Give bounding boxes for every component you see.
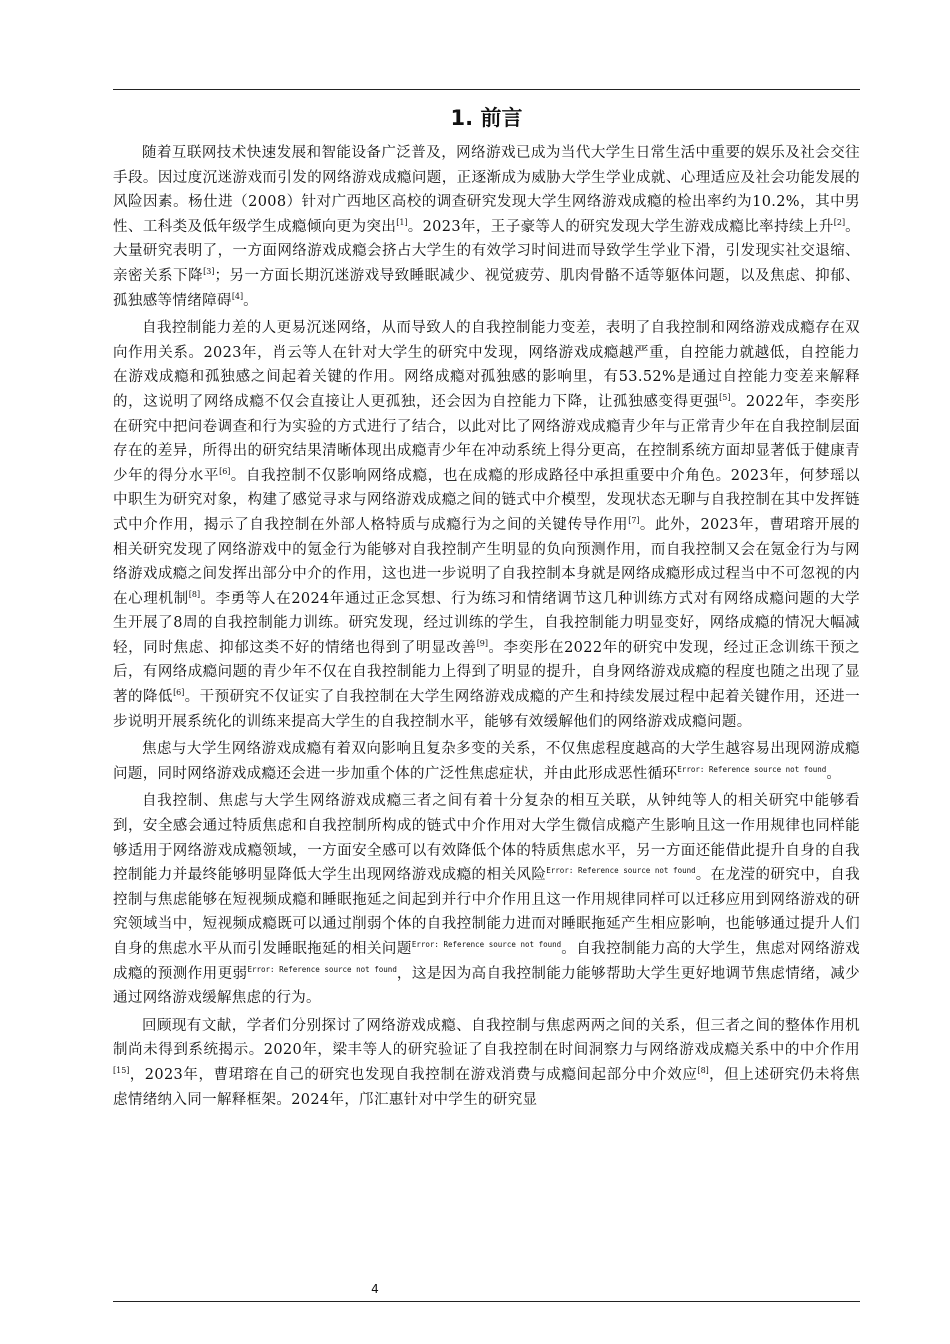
section-heading: 1. 前言 [450, 106, 523, 130]
citation[interactable]: [5] [719, 393, 731, 403]
paragraph-1 [113, 141, 860, 313]
citation[interactable]: [1] [396, 217, 408, 227]
text-run: 回顾现有文献，学者们分别探讨了网络游戏成瘾、自我控制与焦虑两两之间的关系，但三者之间的整体作用机制尚未得到系统揭示。2020年，梁丰等人的研究验证了自我控制在时间洞察力与网络游戏成瘾关系中的中介作用 [113, 1017, 860, 1059]
text-run: ；另一方面长期沉迷游戏导致睡眠减少、视觉疲劳、肌肉骨骼不适等躯体问题，以及焦虑、抑郁、孤独感等情绪障碍 [113, 267, 860, 309]
paragraph-5 [113, 1014, 860, 1112]
citation[interactable]: [8] [697, 1066, 709, 1076]
text-run: ，但上述研究仍未将焦虑情绪纳入同一解释框架。2024年，邝汇惠针对中学生的研究显 [113, 1066, 860, 1108]
text-run: 。2022年，李奕彤在研究中把问卷调查和行为实验的方式进行了结合，以此对比了网络游戏成瘾青少年与正常青少年在自我控制层面存在的差异，所得出的研究结果清晰体现出成瘾青少年在冲动系统上得分更高，在控制系统方面却显著低于健康青少年的得分水平 [113, 393, 860, 484]
paragraph-4 [113, 789, 860, 1010]
body-text [113, 141, 860, 1115]
text-run: 。在龙滢的研究中，自我控制与焦虑能够在短视频成瘾和睡眠拖延之间起到并行中介作用且这一作用规律同样可以迁移应用到网络游戏的研究领域当中，短视频成瘾既可以通过削弱个体的自我控制能力进而对睡眠拖延产生相应影响，也能够通过提升人们自身的焦虑水平从而引发睡眠拖延的相关问题 [113, 867, 860, 957]
text-run: 焦虑与大学生网络游戏成瘾有着双向影响且复杂多变的关系，不仅焦虑程度越高的大学生越容易出现网游成瘾问题，同时网络游戏成瘾还会进一步加重个体的广泛性焦虑症状，并由此形成恶性循环 [113, 741, 860, 782]
reference-error: Error: Reference source not found [411, 940, 562, 950]
text-run: 。自我控制能力高的大学生，焦虑对网络游戏成瘾的预测作用更弱 [113, 941, 860, 982]
text-run: 。自我控制不仅影响网络成瘾，也在成瘾的形成路径中承担重要中介角色。2023年，何梦瑶以中职生为研究对象，构建了感觉寻求与网络游戏成瘾之间的链式中介模型，发现状态无聊与自我控制在其中发挥链式中介作用，揭示了自我控制在外部人格特质与成瘾行为之间的关键传导作用 [113, 467, 860, 533]
text-run: ，2023年，曹珺瑢在自己的研究也发现自我控制在游戏消费与成瘾间起部分中介效应 [129, 1066, 698, 1083]
citation[interactable]: [7] [628, 516, 640, 526]
text-run: 随着互联网技术快速发展和智能设备广泛普及，网络游戏已成为当代大学生日常生活中重要的娱乐及社会交往手段。因过度沉迷游戏而引发的网络游戏成瘾问题，正逐渐成为威胁大学生学业成就、心理适应及社会功能发展的风险因素。杨仕进（2008）针对广西地区高校的调查研究发现大学生网络游戏成瘾的检出率约为10.2%，其中男性、工科类及低年级学生成瘾倾向更为突出 [113, 145, 860, 235]
text-run: 。 [243, 292, 259, 309]
header-rule [113, 89, 860, 90]
paragraph-3 [113, 737, 860, 786]
citation[interactable]: [9] [476, 639, 489, 649]
citation[interactable]: [3] [203, 267, 215, 277]
text-run: 。2023年，王子豪等人的研究发现大学生游戏成瘾比率持续上升 [407, 218, 834, 235]
citation[interactable]: [6] [173, 688, 185, 698]
citation[interactable]: [4] [231, 291, 244, 301]
citation[interactable]: [15] [113, 1066, 130, 1076]
text-run: 。 [826, 765, 842, 782]
text-run: 。李勇等人在2024年通过正念冥想、行为练习和情绪调节这几种训练方式对有网络成瘾问题的大学生开展了8周的自我控制能力训练。研究发现，经过训练的学生，自我控制能力明显变好，网络成瘾的情况大幅减轻，同时焦虑、抑郁这类不好的情绪也得到了明显改善 [113, 590, 860, 656]
reference-error: Error: Reference source not found [546, 866, 696, 876]
text-run: 。大量研究表明了，一方面网络游戏成瘾会挤占大学生的有效学习时间进而导致学生学业下滑，引发现实社交退缩、亲密关系下降 [113, 218, 860, 284]
text-run: 。此外，2023年，曹珺瑢开展的相关研究发现了网络游戏中的氪金行为能够对自我控制产生明显的负向预测作用，而自我控制又会在氪金行为与网络游戏成瘾之间发挥出部分中介的作用，这也进一步说明了自我控制本身就是网络成瘾形成过程当中不可忽视的内在心理机制 [113, 516, 860, 607]
citation[interactable]: [6] [219, 466, 231, 476]
footer-rule [113, 1301, 860, 1302]
text-run: 。干预研究不仅证实了自我控制在大学生网络游戏成瘾的产生和持续发展过程中起着关键作用，还进一步说明开展系统化的训练来提高大学生的自我控制水平，能够有效缓解他们的网络游戏成瘾问题。 [113, 689, 860, 730]
text-run: ，这是因为高自我控制能力能够帮助大学生更好地调节焦虑情绪，减少通过网络游戏缓解焦虑的行为。 [113, 965, 860, 1007]
citation[interactable]: [2] [833, 217, 846, 227]
citation[interactable]: [8] [188, 589, 201, 599]
page-number: 4 [371, 1282, 379, 1296]
paragraph-2 [113, 316, 860, 734]
text-run: 自我控制能力差的人更易沉迷网络，从而导致人的自我控制能力变差，表明了自我控制和网络游戏成瘾存在双向作用关系。2023年，肖云等人在针对大学生的研究中发现，网络游戏成瘾越严重，自控能力就越低，自控能力在游戏成瘾和孤独感之间起着关键的作用。网络成瘾对孤独感的影响里，有53.52%是通过自控能力变差来解释的，这说明了网络成瘾不仅会直接让人更孤独，还会因为自控能力下降，让孤独感变得更强 [113, 320, 860, 410]
text-run: 自我控制、焦虑与大学生网络游戏成瘾三者之间有着十分复杂的相互关联，从钟纯等人的相关研究中能够看到，安全感会通过特质焦虑和自我控制所构成的链式中介作用对大学生微信成瘾产生影响且这一作用规律也同样能够适用于网络游戏成瘾领域，一方面安全感可以有效降低个体的特质焦虑水平，另一方面还能借此提升自身的自我控制能力并最终能够明显降低大学生出现网络游戏成瘾的相关风险 [113, 793, 860, 884]
text-run: 。李奕彤在2022年的研究中发现，经过正念训练干预之后，有网络成瘾问题的青少年不仅在自我控制能力上得到了明显的提升，自身网络游戏成瘾的程度也随之出现了显著的降低 [113, 639, 861, 706]
reference-error: Error: Reference source not found [247, 964, 397, 974]
reference-error: Error: Reference source not found [677, 765, 827, 775]
